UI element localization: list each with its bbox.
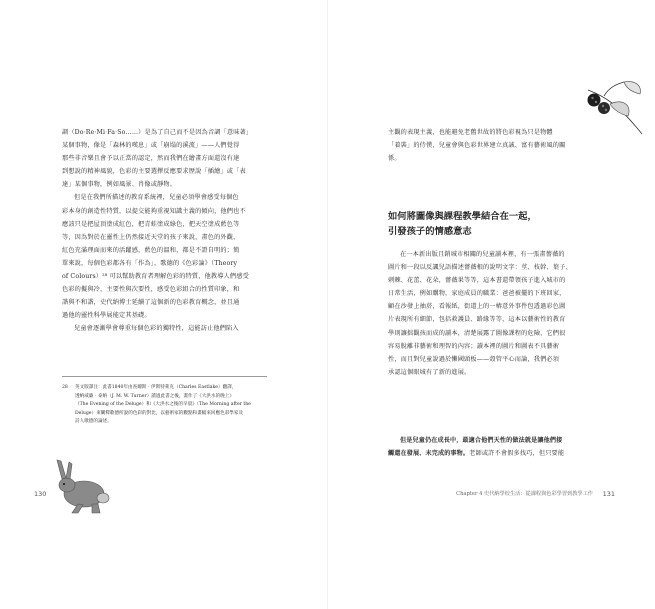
text-line: 刺棘、花蕾、花朵，薔薇果等等，這本書還帶領孩子進入城市的 bbox=[388, 277, 566, 285]
emphasis-line-tail: 老師或許不會假多找巧，但只要能 bbox=[469, 450, 565, 458]
right-body-text bbox=[388, 248, 593, 379]
left-page bbox=[0, 0, 327, 609]
text-line: 諧與不和諧，史代納博士延續了這個新的色彩教育概念，並且通 bbox=[62, 299, 240, 307]
text-line: 調（Do‧Re‧Mi‧Fa‧So……）是為了自己而不是因為音調「意味著」 bbox=[62, 129, 253, 136]
text-line: 係。 bbox=[388, 155, 401, 163]
text-line: 容易脫離非藝術和理智的內容；讀本裡的圖片和圖表不具藝術 bbox=[388, 342, 560, 350]
text-line: 某個事物，像是「森林的嘆息」或「崩塌的溪流」——人們覺得 bbox=[62, 142, 240, 150]
footnote-line: 透納威廉‧泰納（J. M. W. Turner）讀過此書之後，畫作了《大洪水的晚上》 bbox=[75, 393, 234, 399]
footnote-number: 28 bbox=[62, 385, 68, 390]
text-line: of Colours）²⁸ 可以幫助教育者理解色彩的特質，他教導人們感受 bbox=[62, 273, 249, 281]
text-line: 「着裝」的侍僕，兒童會與色彩世界建立真誠、富有藝術風的關 bbox=[388, 142, 566, 150]
text-line: 但是在我們所描述的教育系統裡，兒童必須學會感受每個色 bbox=[74, 194, 239, 202]
right-page bbox=[328, 0, 655, 609]
text-line: 主觀的表現主義，也能避免老舊世故的將色彩視為只是物體 bbox=[388, 129, 553, 136]
footnote-line: 英文版譯注：此書1840年由查爾斯‧伊斯特萊克（Charles Eastlake）翻譯， bbox=[75, 385, 237, 390]
right-page-number: 131 bbox=[602, 490, 615, 498]
left-body-text bbox=[62, 126, 267, 336]
emphasis-line-1: 但是兒童仍在成長中，最適合他們天性的做法就是讓他們接 bbox=[400, 437, 563, 444]
emphasis-text bbox=[388, 434, 593, 460]
emphasis-line-2: 觸還在發展、未完成的事物。老師或許不會假多找巧，但只要能 bbox=[388, 450, 565, 458]
text-line: 單來說，每個色彩都各有「作為」，歌德的《色彩論》（Theory bbox=[62, 259, 238, 267]
section-heading bbox=[388, 209, 598, 239]
text-line: 承認這個眼城有了新的進展。 bbox=[388, 368, 471, 376]
text-line: 性，而且對兒童說過於懶國頭板——殼管平心而論，我們必須 bbox=[388, 355, 560, 363]
footnote-line: （The Evening of the Deluge）和《大洪水之後的早晨》（The Morning after the bbox=[75, 402, 251, 408]
heading-line: 引發孩子的情感意志 bbox=[388, 226, 472, 237]
text-line: 達」某個事物，例如風景、肖像或靜物。 bbox=[62, 181, 177, 189]
text-line: 圖片和一段以反諷兒語描述薔薇根的說明文字：莖、枝幹、葉子、 bbox=[388, 264, 572, 272]
footnote-line: Deluge）來闡釋歌德所說的色彩的對比，以藝術家的觀點和畫幅來回應色彩學家及 bbox=[75, 410, 244, 416]
text-line: 日常生活，例如購物，家庭成員的職業：爸爸被擺的下班回家， bbox=[388, 290, 566, 298]
text-line: 過他的靈性科學展能定其基礎。 bbox=[62, 312, 151, 320]
text-line: 在一本新出版且銷城市相關的兒童讀本裡，有一張畫薔薇的 bbox=[400, 251, 565, 258]
heading-line: 如何將圖像與課程教學結合在一起， bbox=[388, 211, 537, 222]
text-line: 等，因為對於在靈性上仍然接近天堂的孩子來說，畫色的外觀， bbox=[62, 233, 240, 241]
footnote-line: 詩人歌德的論述。 bbox=[75, 419, 112, 425]
text-line: 學則讓拙觀孩而成的讀本，清楚展露了圖像課程的危險，它們很 bbox=[388, 329, 566, 337]
text-line: 應該只是把屋頂塗成紅色，把青蛙塗成綠色，把天空塗成藍色等 bbox=[62, 220, 240, 228]
text-line: 色彩的擬與冷，主要性與次要性，感受色彩組合的性質印象，和 bbox=[62, 286, 240, 294]
rabbit-illustration bbox=[48, 458, 118, 516]
text-line: 片表現所有細節，包括救護員、路緣等等，這本以藝術性的教育 bbox=[388, 316, 566, 324]
running-head: Chapter 4 史代納學校生活：從課程與色彩學習到教學工作 bbox=[456, 491, 593, 497]
text-line: 顧在沙發上抽菸，看報紙，街道上的一樁意外事件包透過彩色圖 bbox=[388, 303, 566, 311]
footnote-text bbox=[75, 384, 267, 427]
text-line: 兒童會逐漸學會尊重每個色彩的獨特性，這能訪止他們陷入 bbox=[74, 325, 239, 333]
blackberry-branch-illustration bbox=[584, 80, 646, 138]
text-line: 彩本身的創造性特質，以提交能夠重視知識主義的傾向，他們也不 bbox=[62, 207, 246, 215]
text-line: 到想說的精神風貌，色彩的主要選擇反應要求歷說「插繪」或「表 bbox=[62, 168, 246, 176]
text-line: 那些非音樂且會予以正當的認定，然而我們在繪畫方面還沒有達 bbox=[62, 155, 240, 163]
right-top-text bbox=[388, 126, 593, 165]
text-line: 紅色充滿理面而來的活躍感，藍色的溫和，都是不證自明的；簡 bbox=[62, 246, 240, 254]
footnote-rule bbox=[62, 376, 267, 377]
left-page-number: 130 bbox=[34, 490, 47, 498]
